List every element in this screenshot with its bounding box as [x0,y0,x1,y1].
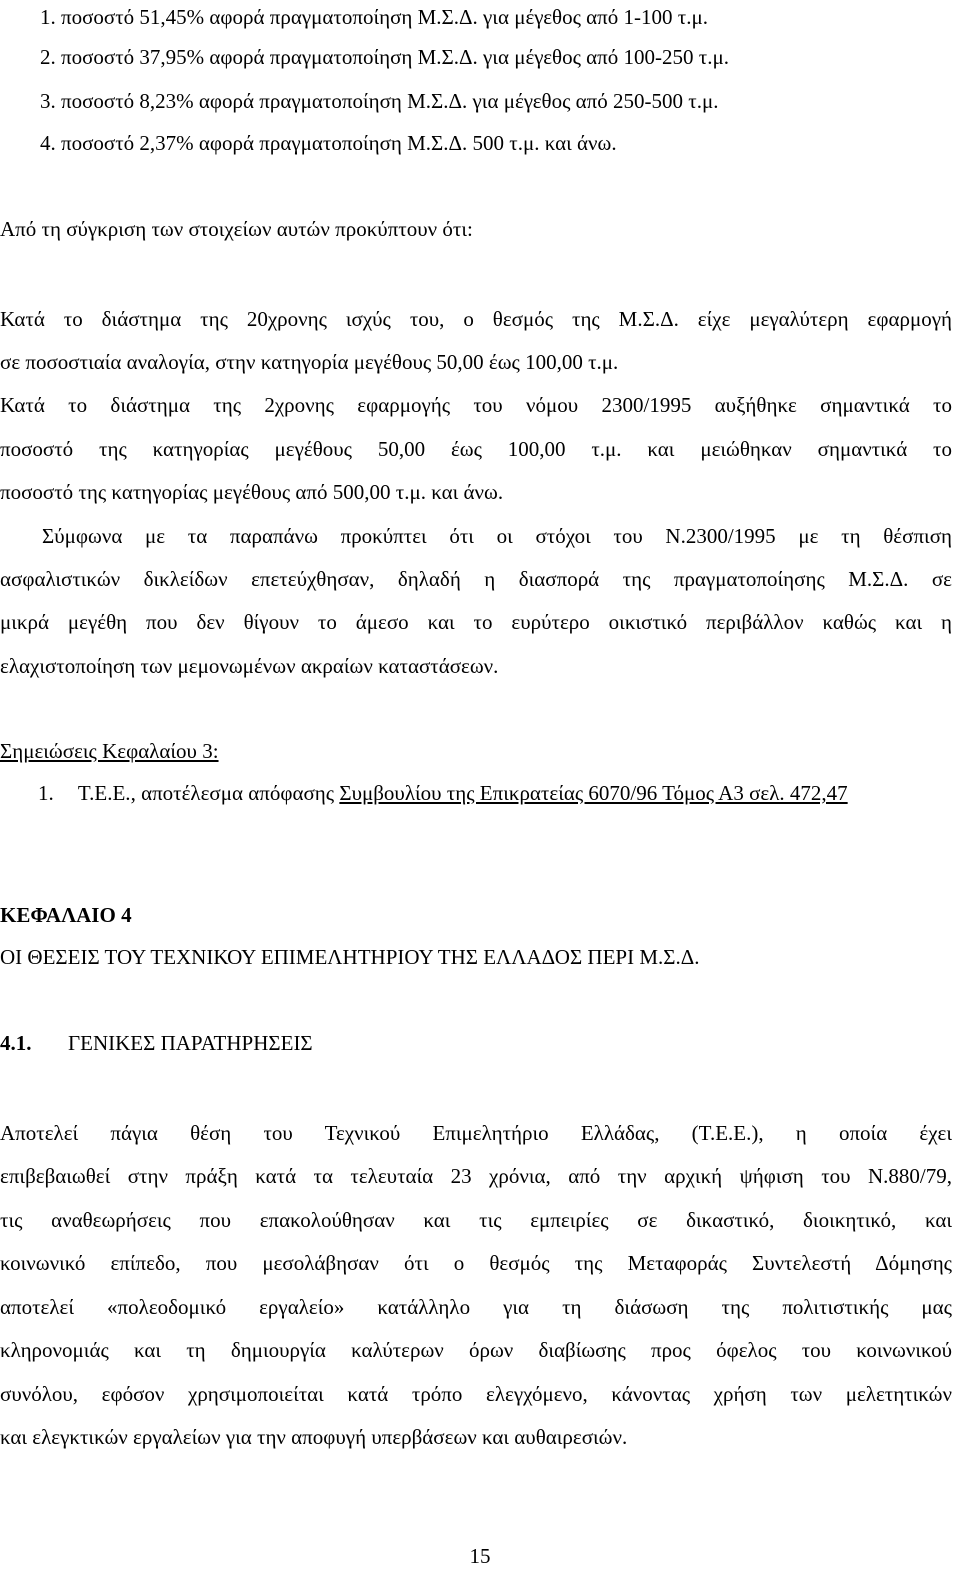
list-item: 3. ποσοστό 8,23% αφορά πραγματοποίηση Μ.Σ.Δ. για μέγεθος από 250-500 τ.μ. [40,89,719,113]
section-title: ΓΕΝΙΚΕΣ ΠΑΡΑΤΗΡΗΣΕΙΣ [68,1031,313,1055]
paragraph-line: κοινωνικό επίπεδο, που μεσολάβησαν ότι ο θεσμός της Μεταφοράς Συντελεστή Δόμησης [0,1251,952,1275]
paragraph-line: κληρονομιάς και τη δημιουργία καλύτερων όρων διαβίωσης προς όφελος του κοινωνικού [0,1338,952,1362]
notes-heading-text: Σημειώσεις Κεφαλαίου 3: [0,739,219,763]
paragraph-line: αποτελεί «πολεοδομικό εργαλείο» κατάλληλο για τη διάσωση της πολιτιστικής μας [0,1295,952,1319]
paragraph-line: Σύμφωνα με τα παραπάνω προκύπτει ότι οι στόχοι του Ν.2300/1995 με τη θέσπιση [42,524,952,548]
list-item: 2. ποσοστό 37,95% αφορά πραγματοποίηση Μ.Σ.Δ. για μέγεθος από 100-250 τ.μ. [40,45,729,69]
paragraph-line: τις αναθεωρήσεις που επακολούθησαν και τις εμπειρίες σε δικαστικό, διοικητικό, και [0,1208,952,1232]
footnote-abbr: Τ.Ε.Ε. [77,781,131,805]
paragraph-line: ελαχιστοποίηση των μεμονωμένων ακραίων καταστάσεων. [0,654,499,678]
chapter-title: ΟΙ ΘΕΣΕΙΣ ΤΟΥ ΤΕΧΝΙΚΟΥ ΕΠΙΜΕΛΗΤΗΡΙΟΥ ΤΗΣ ΕΛΛΑΔΟΣ ΠΕΡΙ Μ.Σ.Δ. [0,945,700,969]
paragraph-line: μικρά μεγέθη που δεν θίγουν το άμεσο και το ευρύτερο οικιστικό περιβάλλον καθώς και η [0,610,952,634]
footnote-text: , αποτέλεσμα απόφασης [130,781,335,805]
paragraph-line: Αποτελεί πάγια θέση του Τεχνικού Επιμελητήριο Ελλάδας, (Τ.Ε.Ε.), η οποία έχει [0,1121,952,1145]
section-heading [0,1030,952,1058]
paragraph-line: Κατά το διάστημα της 20χρονης ισχύς του, ο θεσμός της Μ.Σ.Δ. είχε μεγαλύτερη εφαρμογή [0,307,952,331]
notes-heading [0,738,952,766]
section-number: 4.1. [0,1031,32,1055]
list-item: 4. ποσοστό 2,37% αφορά πραγματοποίηση Μ.Σ.Δ. 500 τ.μ. και άνω. [40,131,617,155]
paragraph-line: ποσοστό της κατηγορίας μεγέθους από 500,00 τ.μ. και άνω. [0,480,504,504]
paragraph-line: συνόλου, εφόσον χρησιμοποιείται κατά τρόπο ελεγχόμενο, κάνοντας χρήση των μελετητικών [0,1382,952,1406]
page-number: 15 [469,1544,491,1568]
paragraph-line: επιβεβαιωθεί στην πράξη κατά τα τελευταία 23 χρόνια, από την αρχική ψήφιση του Ν.880/79, [0,1164,952,1188]
paragraph-line: ποσοστό της κατηγορίας μεγέθους 50,00 έως 100,00 τ.μ. και μειώθηκαν σημαντικά το [0,437,952,461]
footnote-number: 1. [38,781,54,805]
footnote [38,780,952,808]
paragraph-line: ασφαλιστικών δικλείδων επετεύχθησαν, δηλαδή η διασπορά της πραγματοποίησης Μ.Σ.Δ. σε [0,567,952,591]
paragraph-line: σε ποσοστιαία αναλογία, στην κατηγορία μεγέθους 50,00 έως 100,00 τ.μ. [0,350,619,374]
list-item: 1. ποσοστό 51,45% αφορά πραγματοποίηση Μ.Σ.Δ. για μέγεθος από 1-100 τ.μ. [40,5,708,29]
footnote-reference: Συμβουλίου της Επικρατείας 6070/96 Τόμος Α3 σελ. 472,47 [339,781,848,805]
paragraph-line: Κατά το διάστημα της 2χρονης εφαρμογής του νόμου 2300/1995 αυξήθηκε σημαντικά το [0,393,952,417]
comparison-intro: Από τη σύγκριση των στοιχείων αυτών προκύπτουν ότι: [0,217,473,241]
chapter-label: ΚΕΦΑΛΑΙΟ 4 [0,903,132,927]
paragraph-line: και ελεγκτικών εργαλείων για την αποφυγή υπερβάσεων και αυθαιρεσιών. [0,1425,628,1449]
